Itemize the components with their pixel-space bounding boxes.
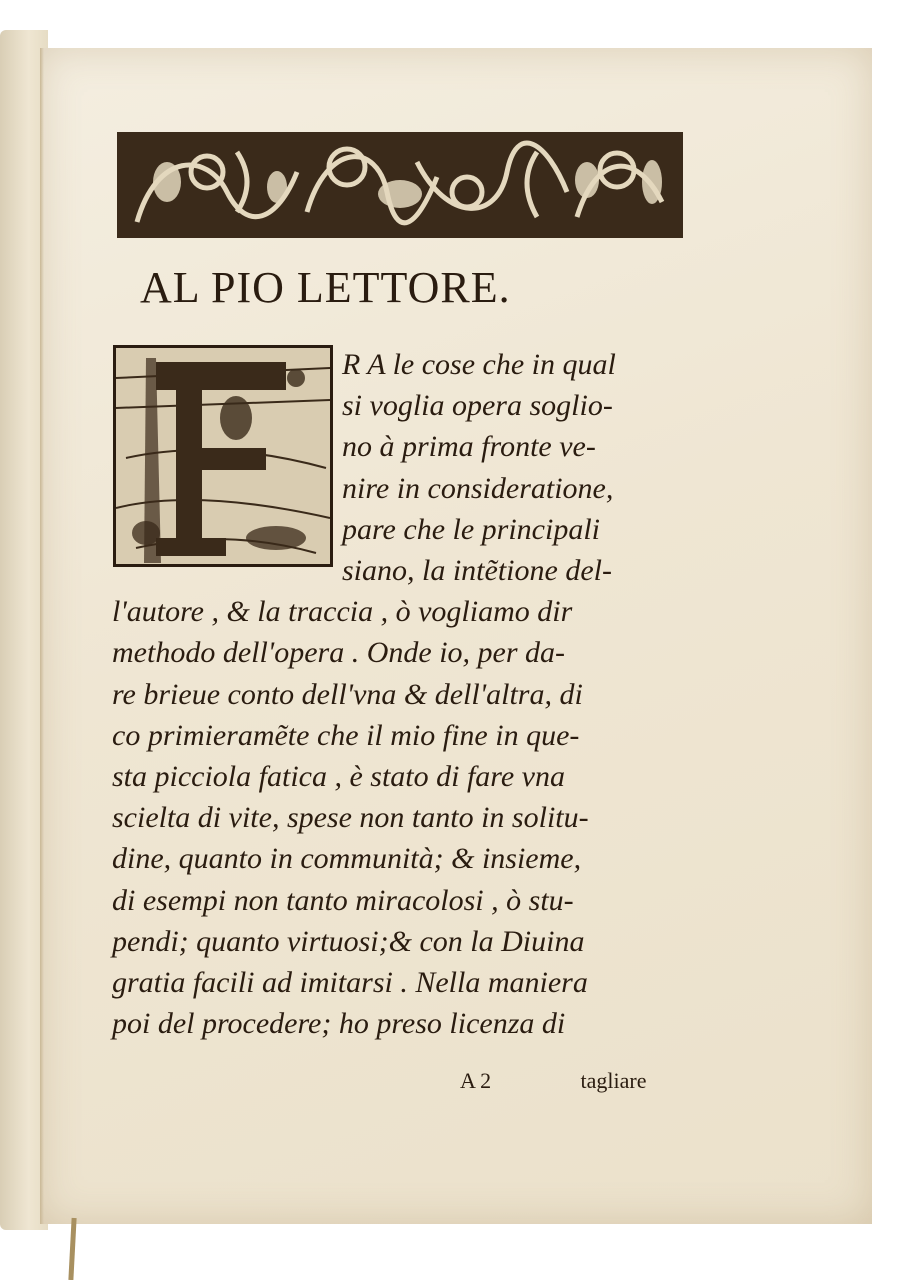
ribbon-bookmark <box>68 1218 76 1280</box>
text-line: si voglia opera soglio- <box>342 389 613 423</box>
text-line: pendi; quanto virtuosi;& con la Diuina <box>112 924 585 958</box>
text-line: di esempi non tanto miracolosi , ò stu- <box>112 883 574 917</box>
text-line: re brieue conto dell'vna & dell'altra, di <box>112 677 583 711</box>
page-gutter <box>40 48 44 1224</box>
text-line: nire in consideratione, <box>342 471 614 505</box>
text-line: dine, quanto in communità; & insieme, <box>112 842 582 876</box>
text-line: siano, la intẽtione del- <box>342 554 612 588</box>
catchword: tagliare <box>580 1068 647 1093</box>
text-line: R A le cose che in qual <box>342 348 616 381</box>
text-line: no à prima fronte ve- <box>342 430 596 464</box>
headpiece-ornament <box>117 132 683 238</box>
signature-mark: A 2 <box>460 1068 492 1093</box>
text-line: scielta di vite, spese non tanto in solitu- <box>112 801 589 835</box>
text-line: l'autore , & la traccia , ò vogliamo dir <box>112 595 573 629</box>
text-line: co primieramẽte che il mio fine in que- <box>112 718 580 752</box>
text-line: methodo dell'opera . Onde io, per da- <box>112 636 566 670</box>
text-line: sta picciola fatica , è stato di fare vna <box>112 760 565 794</box>
text-line: gratia facili ad imitarsi . Nella maniera <box>112 966 588 1000</box>
page-footer <box>460 1068 720 1094</box>
text-line: poi del procedere; ho preso licenza di <box>112 1007 566 1041</box>
body-text <box>112 344 702 1044</box>
page-title: AL PIO LETTORE. <box>140 263 511 312</box>
text-line: pare che le principali <box>342 512 600 546</box>
